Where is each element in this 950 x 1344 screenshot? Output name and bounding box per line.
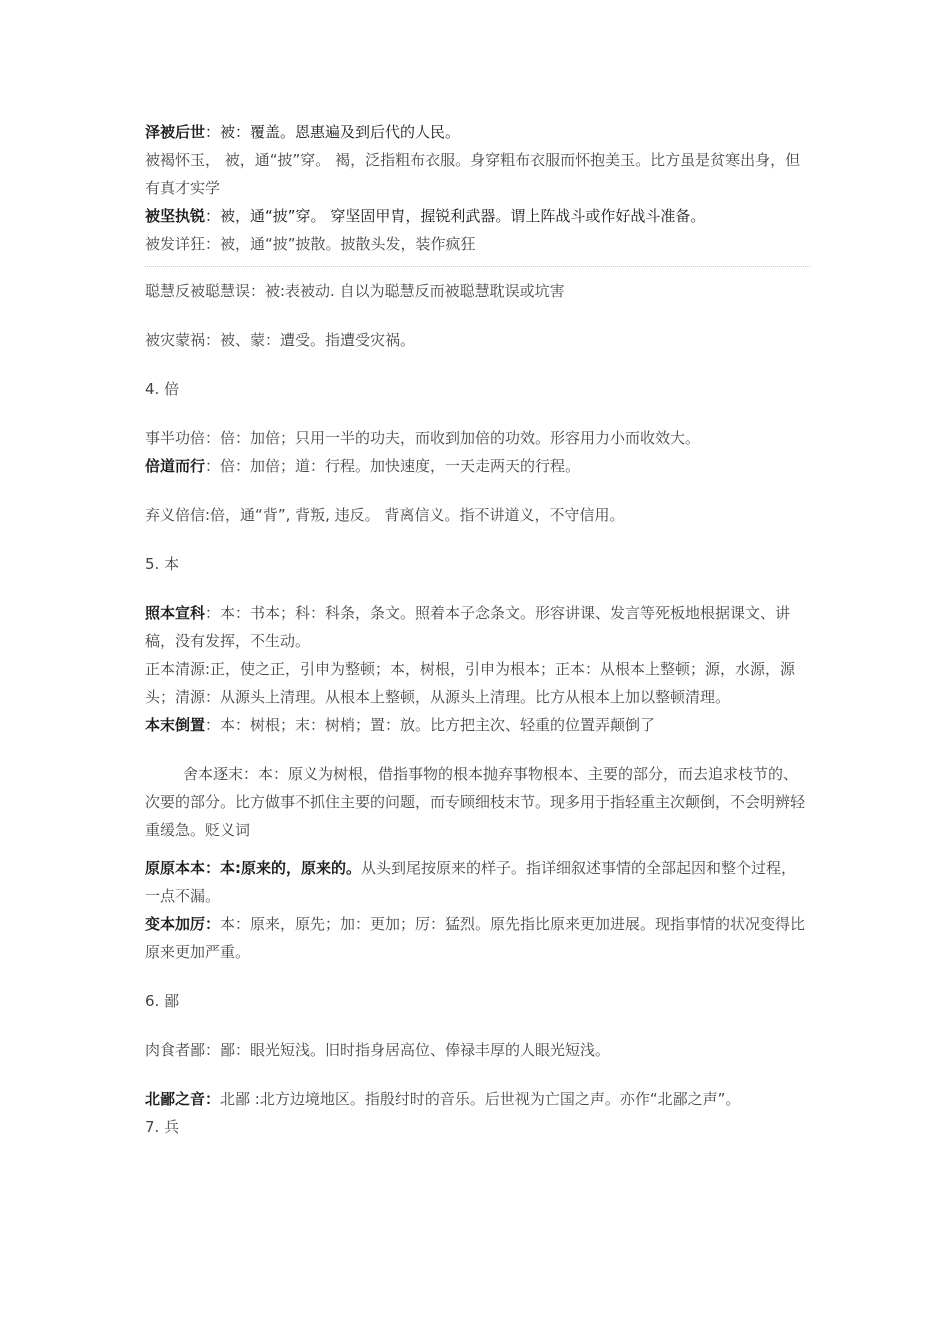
entry-bei-zai-meng-huo: 被灾蒙祸：被、蒙：遭受。指遭受灾祸。 bbox=[145, 331, 416, 349]
entry-bei-jian-zhi-rui bbox=[145, 202, 810, 230]
entry-she-ben-zhu-mo: 舍本逐末：本：原义为树根，借指事物的根本抛弃事物根本、主要的部分，而去追求枝节的、次要的部分。比方做事不抓住主要的问题，而专顾细枝末节。现多用于指轻重主次颠倒，不会明辨轻重缓急。贬义词 bbox=[145, 765, 806, 839]
entry-bei-dao-er-xing bbox=[145, 452, 810, 480]
entry-bei-bi-zhi-yin bbox=[145, 1085, 810, 1113]
entry-term: 被坚执锐 bbox=[145, 207, 206, 225]
entry-definition: 本：原来，原先；加：更加；厉：猛烈。原先指比原来更加进展。现指事情的状况变得比原来更加严重。 bbox=[145, 915, 806, 961]
entry-term: 泽被后世 bbox=[145, 123, 206, 141]
entry-definition: 从头到尾按原来的样子。指详细叙述事情的全部起因和整个过程，一点不漏。 bbox=[145, 859, 797, 905]
entry-term: 照本宣科 bbox=[145, 604, 206, 622]
dotted-divider bbox=[145, 266, 810, 267]
entry-zhao-ben-xuan-ke bbox=[145, 599, 810, 655]
entry-bian-ben-jia-li bbox=[145, 910, 810, 966]
entry-zheng-ben-qing-yuan: 正本清源:正，使之正，引申为整顿；本，树根，引申为根本；正本：从根本上整顿；源，水源，源头；清源：从源头上清理。从根本上整顿，从源头上清理。比方从根本上加以整顿清理。 bbox=[145, 660, 796, 706]
entry-definition: ：本：树根；末：树梢；置：放。比方把主次、轻重的位置弄颠倒了 bbox=[205, 716, 656, 734]
entry-definition: ：倍：加倍；道：行程。加快速度，一天走两天的行程。 bbox=[205, 457, 581, 475]
entry-term: 北鄙之音： bbox=[145, 1090, 221, 1108]
section-heading-7: 7. 兵 bbox=[145, 1118, 180, 1136]
entry-term: 本末倒置 bbox=[145, 716, 206, 734]
entry-definition: 北鄙 :北方边境地区。指殷纣时的音乐。后世视为亡国之声。亦作“北鄙之声”。 bbox=[220, 1090, 741, 1108]
entry-definition: ：被：覆盖。恩惠遍及到后代的人民。 bbox=[205, 123, 461, 141]
entry-rou-shi-zhe-bi: 肉食者鄙：鄙：眼光短浅。旧时指身居高位、俸禄丰厚的人眼光短浅。 bbox=[145, 1041, 611, 1059]
entry-definition: ：本：书本；科：科条，条文。照着本子念条文。形容讲课、发言等死板地根据课文、讲稿，没有发挥，不生动。 bbox=[145, 604, 791, 650]
entry-shi-ban-gong-bei: 事半功倍：倍：加倍；只用一半的功夫，而收到加倍的功效。形容用力小而收效大。 bbox=[145, 429, 701, 447]
entry-qi-yi-bei-xin: 弃义倍信:倍，通“背”, 背叛, 违反。 背离信义。指不讲道义，不守信用。 bbox=[145, 506, 625, 524]
entry-term: 倍道而行 bbox=[145, 457, 206, 475]
entry-ze-bei-hou-shi bbox=[145, 118, 810, 146]
document-body bbox=[145, 118, 810, 1141]
entry-bei-fa-xiang-kuang: 被发详狂：被，通“披”披散。披散头发，装作疯狂 bbox=[145, 235, 476, 253]
entry-definition: ：被，通“披”穿。 穿坚固甲胄，握锐利武器。谓上阵战斗或作好战斗准备。 bbox=[205, 207, 706, 225]
section-heading-5: 5. 本 bbox=[145, 555, 180, 573]
entry-bei-he-huai-yu: 被褐怀玉， 被，通“披”穿。 褐，泛指粗布衣服。身穿粗布衣服而怀抱美玉。比方虽是贫寒出身，但有真才实学 bbox=[145, 151, 801, 197]
entry-term: 原原本本：本:原来的，原来的。 bbox=[145, 859, 362, 877]
section-heading-4: 4. 倍 bbox=[145, 380, 180, 398]
entry-yuan-yuan-ben-ben bbox=[145, 854, 810, 910]
entry-ben-mo-dao-zhi bbox=[145, 711, 810, 739]
section-heading-6: 6. 鄙 bbox=[145, 992, 180, 1010]
entry-cong-hui-fan-bei: 聪慧反被聪慧误：被:表被动. 自以为聪慧反而被聪慧耽误或坑害 bbox=[145, 282, 565, 300]
entry-term: 变本加厉： bbox=[145, 915, 221, 933]
